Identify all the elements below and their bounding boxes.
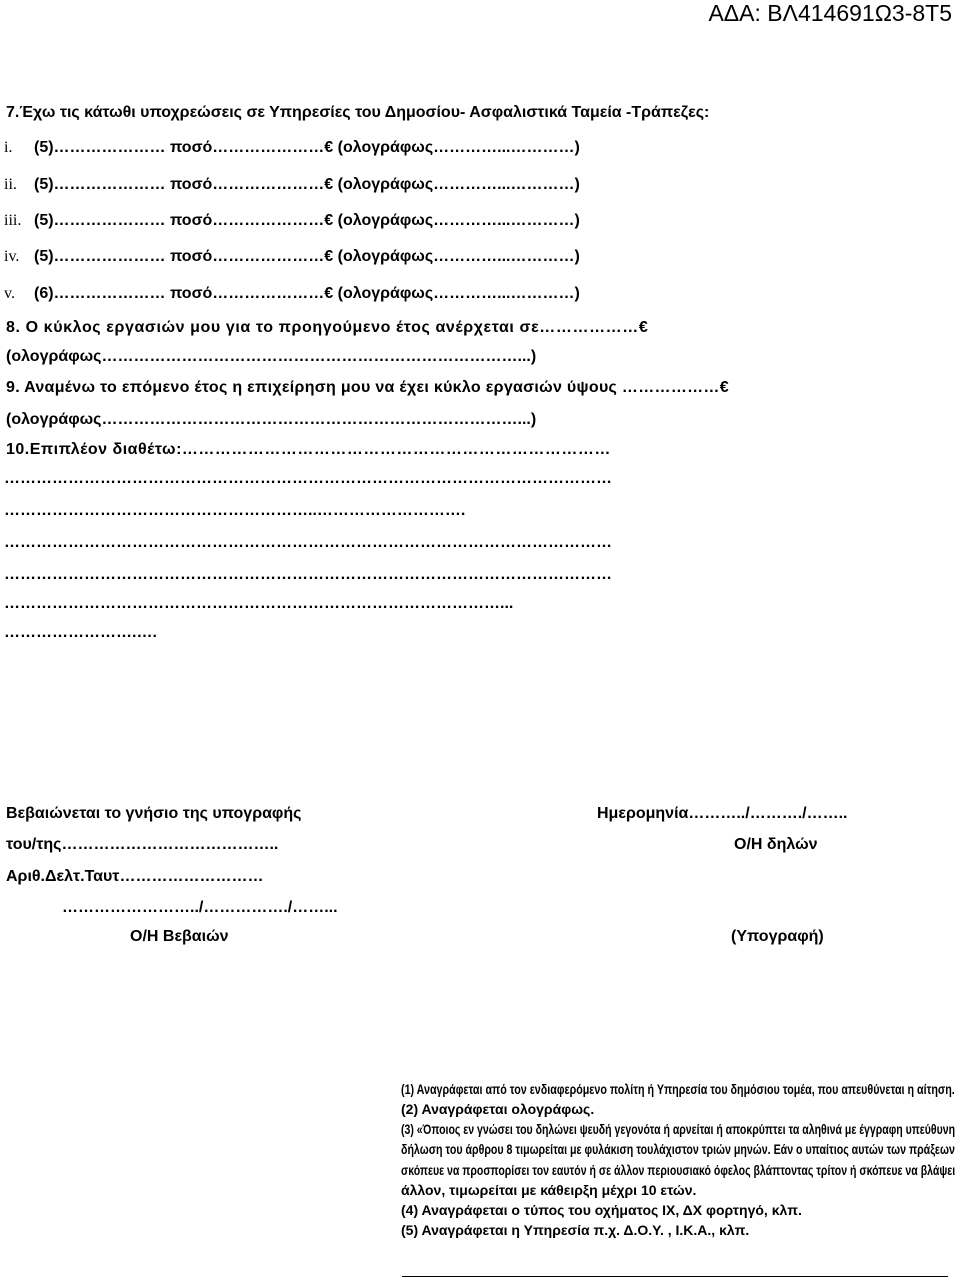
item7-row-roman: v. <box>4 285 15 302</box>
date-field: Ημερομηνία………../………./…….. <box>597 805 848 822</box>
item10-dotted-line: …………………………………………………..………………………. <box>4 502 466 519</box>
certify-signature-label: Βεβαιώνεται το γνήσιο της υπογραφής <box>6 805 302 822</box>
footnote: (3) «Όποιος εν γνώσει του δηλώνει ψευδή γεγονότα ή αρνείται ή αποκρύπτει τα αληθινά με έγγραφη υπεύθυνη <box>401 1121 956 1137</box>
item10-dotted-line: …………………………………………………………………………………………………… <box>4 566 612 583</box>
item10-line1: 10.Επιπλέον διαθέτω:…………………………………………………………………… <box>6 441 611 458</box>
item7-row-roman: iv. <box>4 248 20 265</box>
item7-row-text: (5)………………… ποσό…………………€ (ολογράφως…………...…………) <box>34 212 580 229</box>
bottom-rule <box>402 1276 948 1277</box>
footnote: (1) Αναγράφεται από τον ενδιαφερόμενο πολίτη ή Υπηρεσία του δημόσιου τομέα, που απευθύνεται η αίτηση. <box>401 1081 955 1097</box>
footnote: δήλωση του άρθρου 8 τιμωρείται με φυλάκιση τουλάχιστον τριών μηνών. Εάν ο υπαίτιος αυτών των πράξεων <box>401 1141 955 1157</box>
item7-title: 7.Έχω τις κάτωθι υποχρεώσεις σε Υπηρεσίες του Δημοσίου- Ασφαλιστικά Ταμεία -Τράπεζες: <box>6 104 710 121</box>
item9-line2: (ολογράφως……………………………………………………………………...) <box>6 411 537 428</box>
item7-row-roman: i. <box>4 139 13 156</box>
footnote: σκόπευε να προσπορίσει τον εαυτόν ή σε άλλον περιουσιακό όφελος βλάπτοντας τρίτον ή σκόπευε να βλάψει <box>401 1162 956 1178</box>
item10-dotted-line: …………………………………………………………………………………... <box>4 595 514 612</box>
of-person-field: του/της………………………………….. <box>6 836 279 853</box>
footnote: (4) Αναγράφεται ο τύπος του οχήματος ΙΧ, ΔΧ φορτηγό, κλπ. <box>401 1202 802 1218</box>
certifier-date-field: ……………………../……………./……... <box>62 899 338 916</box>
item7-row-text: (5)………………… ποσό…………………€ (ολογράφως…………...…………) <box>34 248 580 265</box>
declarant-label: Ο/Η δηλών <box>734 836 818 853</box>
item7-row-text: (6)………………… ποσό…………………€ (ολογράφως…………...…………) <box>34 285 580 302</box>
footnote: (5) Αναγράφεται η Υπηρεσία π.χ. Δ.Ο.Υ. , Ι.Κ.Α., κλπ. <box>401 1222 750 1238</box>
certifier-label: Ο/Η Βεβαιών <box>130 928 229 945</box>
item8-line1: 8. Ο κύκλος εργασιών μου για το προηγούμενο έτος ανέρχεται σε………………€ <box>6 319 649 336</box>
item9-line1: 9. Αναμένω το επόμενο έτος η επιχείρηση μου να έχει κύκλο εργασιών ύψους ………………€ <box>6 379 729 396</box>
id-number-field: Αριθ.Δελτ.Ταυτ……………………… <box>6 868 264 885</box>
item7-row-roman: ii. <box>4 176 17 193</box>
footnote: (2) Αναγράφεται ολογράφως. <box>401 1101 595 1117</box>
item10-dotted-line: …………………………………………………………………………………………………… <box>4 470 612 487</box>
item10-dotted-line: …………………………………………………………………………………………………… <box>4 534 612 551</box>
signature-label: (Υπογραφή) <box>731 928 824 945</box>
document-code: ΑΔΑ: ΒΛ414691Ω3-8Τ5 <box>708 0 952 26</box>
item7-row-text: (5)………………… ποσό…………………€ (ολογράφως…………...…………) <box>34 139 580 156</box>
item7-row-roman: iii. <box>4 212 22 229</box>
item10-dotted-line: …………………….…. <box>4 624 157 641</box>
footnote: άλλον, τιμωρείται με κάθειρξη μέχρι 10 ετών. <box>401 1182 697 1198</box>
item7-row-text: (5)………………… ποσό…………………€ (ολογράφως…………...…………) <box>34 176 580 193</box>
item8-line2: (ολογράφως……………………………………………………………………...) <box>6 348 537 365</box>
